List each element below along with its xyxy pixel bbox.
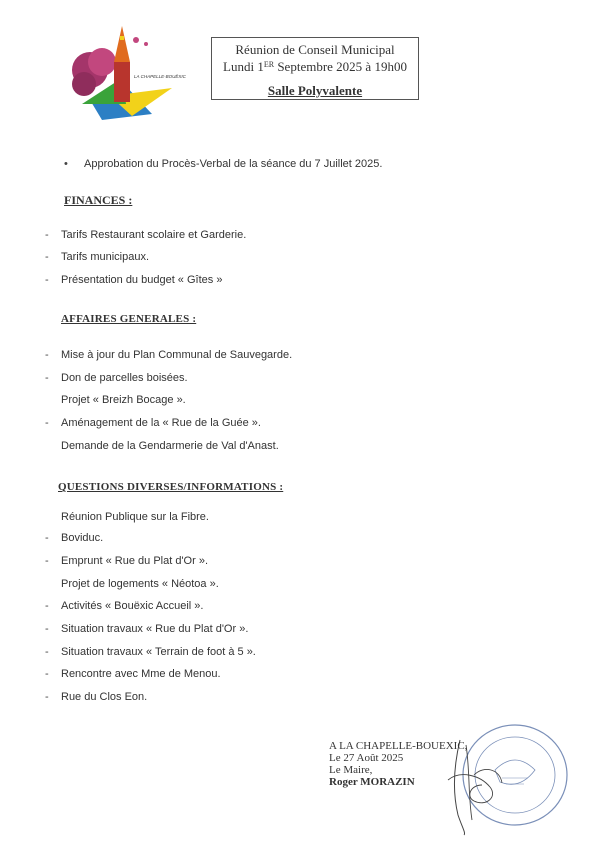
signature-date: Le 27 Août 2025 (329, 752, 404, 764)
dash: - (45, 251, 49, 263)
dash: - (45, 417, 49, 429)
dash: - (45, 646, 49, 658)
logo-text: LA CHAPELLE-BOUËXIC (134, 74, 186, 79)
meeting-header (211, 37, 419, 100)
agenda-item: Situation travaux « Rue du Plat d'Or ». (61, 623, 249, 635)
meeting-date: Lundi 1ER Septembre 2025 à 19h00 (223, 59, 407, 74)
dash: - (45, 623, 49, 635)
dash: - (45, 555, 49, 567)
section-title-affaires: AFFAIRES GENERALES : (61, 313, 197, 325)
section-title-finances: FINANCES : (64, 193, 133, 207)
agenda-item: Emprunt « Rue du Plat d'Or ». (61, 555, 209, 567)
agenda-item: Mise à jour du Plan Communal de Sauvegarde. (61, 349, 293, 361)
municipal-logo (62, 22, 186, 122)
agenda-item: Situation travaux « Terrain de foot à 5 ». (61, 646, 256, 658)
agenda-item: Réunion Publique sur la Fibre. (61, 511, 209, 523)
dash: - (45, 668, 49, 680)
agenda-item: Aménagement de la « Rue de la Guée ». (61, 417, 261, 429)
meeting-title: Réunion de Conseil Municipal (235, 42, 395, 57)
agenda-item: Boviduc. (61, 532, 104, 544)
agenda-item: Projet de logements « Néotoa ». (61, 578, 219, 590)
agenda-item-approval: Approbation du Procès-Verbal de la séance du 7 Juillet 2025. (84, 158, 383, 170)
agenda-item: Rue du Clos Eon. (61, 691, 148, 703)
agenda-item: Activités « Bouëxic Accueil ». (61, 600, 204, 612)
dash: - (45, 229, 49, 241)
agenda-item: Don de parcelles boisées. (61, 372, 188, 384)
agenda-item: Présentation du budget « Gîtes » (61, 274, 223, 286)
dash: - (45, 532, 49, 544)
agenda-item: Projet « Breizh Bocage ». (61, 394, 186, 406)
signature-role: Le Maire, (329, 764, 373, 776)
dash: - (45, 349, 49, 361)
dash: - (45, 372, 49, 384)
dash: - (45, 691, 49, 703)
agenda-item: Tarifs municipaux. (61, 251, 150, 263)
agenda-item: Tarifs Restaurant scolaire et Garderie. (61, 229, 247, 241)
signature-place: A LA CHAPELLE-BOUEXIC, (329, 740, 468, 752)
dash: - (45, 274, 49, 286)
meeting-location: Salle Polyvalente (267, 83, 363, 98)
signature-name: Roger MORAZIN (329, 776, 415, 788)
bullet-dot: • (64, 158, 68, 170)
agenda-item: Rencontre avec Mme de Menou. (61, 668, 221, 680)
signature-block (329, 740, 467, 788)
dash: - (45, 600, 49, 612)
agenda-item: Demande de la Gendarmerie de Val d'Anast. (61, 440, 279, 452)
section-title-questions: QUESTIONS DIVERSES/INFORMATIONS : (58, 481, 284, 493)
